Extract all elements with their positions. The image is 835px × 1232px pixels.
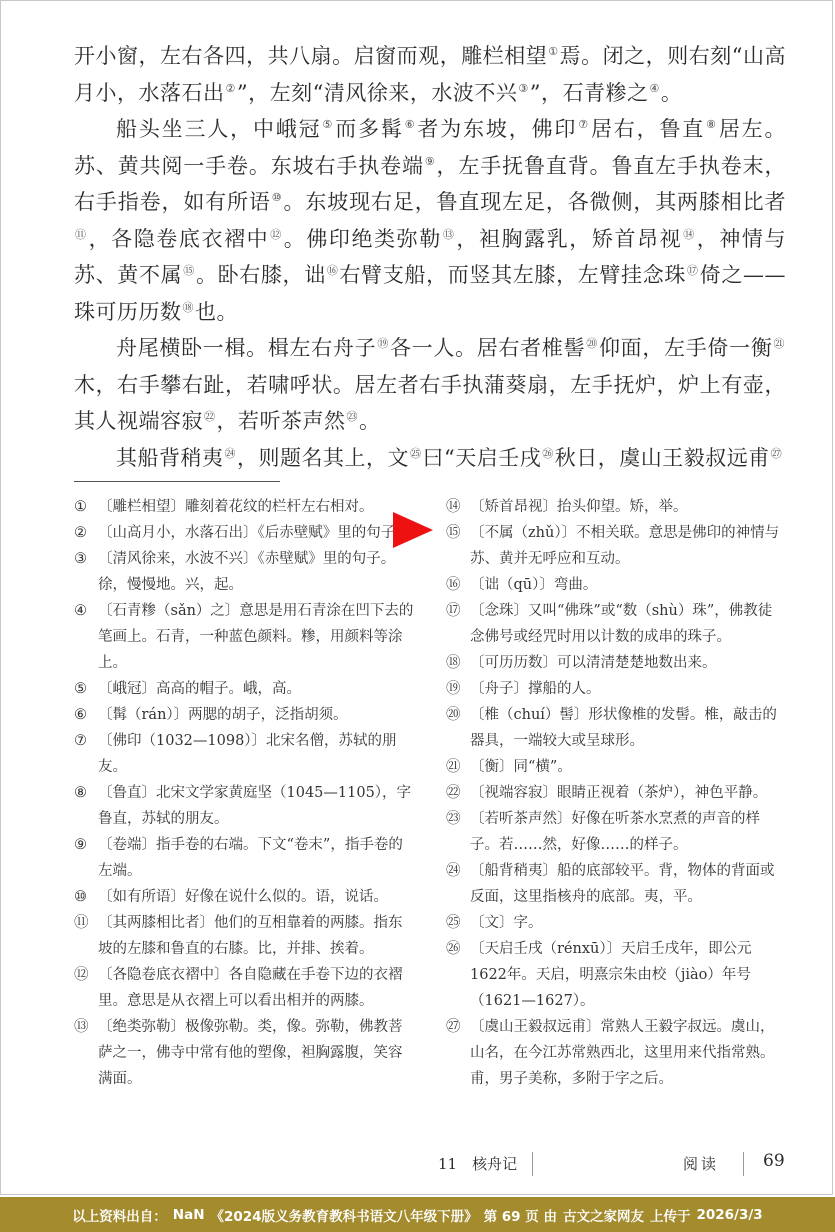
footnote-number: ⑧	[74, 785, 87, 801]
text-run: 各一人。居右者椎髻	[389, 336, 586, 360]
footnote-reference: ④	[649, 81, 660, 95]
text-run: 。	[359, 409, 381, 433]
footnote-reference: ㉗	[770, 446, 783, 460]
footnote-text: 〔矫首昂视〕抬头仰望。矫，举。	[470, 499, 688, 515]
source-uploader: 古文之家网友	[562, 1208, 644, 1225]
text-run: 秋日，虞山王毅叔远甫	[554, 445, 770, 470]
footnote-text: 〔清风徐来，水波不兴〕《赤壁赋》里的句子。徐，慢慢地。兴，起。	[98, 551, 396, 593]
footnote-text: 〔佛印（1032—1098）〕北宋名僧，苏轼的朋友。	[98, 733, 397, 775]
red-arrow-icon	[393, 512, 433, 548]
footnote-reference: ②	[225, 81, 236, 95]
source-date: 2026/3/3	[696, 1206, 763, 1223]
footnote-item	[446, 806, 786, 858]
text-run: ，袒胸露乳，矫首昂视	[455, 226, 683, 251]
source-book-title: 《2024版义务教育教科书语文八年级下册》	[210, 1208, 478, 1225]
footnote-number: ⑬	[74, 1019, 89, 1035]
text-paragraph	[74, 440, 786, 477]
footnote-item	[74, 494, 414, 520]
footnote-item	[446, 1014, 786, 1092]
footnote-reference: ⑰	[687, 264, 699, 277]
source-prefix: 以上资料出自：	[72, 1208, 167, 1225]
footnote-number: ㉔	[446, 863, 461, 879]
footnote-number: ③	[74, 551, 87, 567]
footnote-item	[74, 910, 414, 962]
footnote-text: 〔各隐卷底衣褶中〕各自隐藏在手卷下边的衣褶里。意思是从衣褶上可以看出相并的两膝。	[98, 967, 403, 1009]
footnote-reference: ⑨	[424, 154, 436, 168]
footnote-reference: ⑯	[326, 264, 339, 277]
text-run: 舟尾横卧一楫。楫左右舟子	[116, 336, 377, 360]
text-run: 开小窗，左右各四，共八扇。启窗而观，雕栏相望	[74, 44, 548, 68]
text-run: ，神情与苏、黄不属	[74, 226, 786, 287]
text-run: 。佛印绝类弥勒	[282, 226, 442, 251]
text-run: 。卧右膝，诎	[195, 263, 326, 287]
footnote-text: 〔椎（chuí）髻〕形状像椎的发髻。椎，敲击的器具，一端较大或呈球形。	[470, 707, 777, 749]
footnote-number: ②	[74, 525, 87, 541]
footnote-text: 〔雕栏相望〕雕刻着花纹的栏杆左右相对。	[98, 499, 374, 515]
footnote-number: ⑦	[74, 733, 87, 749]
footnote-item	[74, 1014, 414, 1092]
footnote-number: ㉖	[446, 941, 461, 957]
footnote-text: 〔峨冠〕高高的帽子。峨，高。	[98, 681, 301, 697]
footnote-number: ⑰	[446, 603, 461, 619]
footer-divider	[532, 1152, 533, 1176]
footnotes-left-column	[74, 494, 414, 1092]
footnote-number: ④	[74, 603, 87, 619]
text-run: 居左。苏、黄共阅一手卷。东坡右手执卷端	[74, 117, 787, 178]
footnote-number: ㉓	[446, 811, 461, 827]
footnote-reference: ③	[518, 81, 529, 95]
text-paragraph	[74, 330, 786, 440]
footnote-number: ㉑	[446, 759, 461, 775]
text-run: 其船背稍夷	[116, 445, 224, 470]
footnote-text: 〔不属（zhǔ）〕不相关联。意思是佛印的神情与苏、黄并无呼应和互动。	[470, 525, 780, 567]
footnote-number: ⑲	[446, 681, 461, 697]
footnote-item	[446, 702, 786, 754]
footnote-number: ㉒	[446, 785, 461, 801]
footnote-item	[74, 702, 414, 728]
footnote-number: ⑪	[74, 915, 89, 931]
footnote-reference: ⑲	[377, 337, 389, 350]
text-run: 右臂支船，而竖其左膝，左臂挂念珠	[339, 263, 687, 287]
footnote-item	[446, 572, 786, 598]
footnote-reference: ㉖	[542, 446, 554, 460]
footnote-reference: ㉔	[224, 446, 236, 460]
text-run: 而多髯	[333, 117, 404, 141]
footnote-number: ⑱	[446, 655, 461, 671]
text-run: 仰面，左手倚一衡	[598, 336, 773, 360]
footnote-item	[74, 884, 414, 910]
footnote-text: 〔可历历数〕可以清清楚楚地数出来。	[470, 655, 717, 671]
source-uploaded-label: 上传于	[649, 1208, 691, 1225]
text-run: 木，右手攀右趾，若啸呼状。居左者右手执蒲葵扇，左手抚炉，炉上有壶，其人视端容寂	[74, 372, 786, 433]
text-run: 。东坡现右足，鲁直现左足，各微侧，其两膝相比者	[283, 190, 787, 214]
footnote-item	[446, 676, 786, 702]
text-run: ，则题名其上，文	[237, 445, 409, 470]
footnote-item	[74, 520, 414, 546]
footnotes-right-column	[446, 494, 786, 1092]
text-run: ”，左刻“清风徐来，水波不兴	[236, 80, 518, 105]
footnote-reference: ㉕	[410, 446, 422, 460]
text-run: 也。	[195, 299, 238, 324]
footnote-item	[74, 780, 414, 832]
page-footer	[0, 1150, 835, 1176]
page-number: 69	[763, 1151, 785, 1171]
footnote-text: 〔诎（qū）〕弯曲。	[470, 577, 598, 593]
text-paragraph	[74, 111, 786, 330]
footnote-reference: ⑭	[683, 227, 695, 241]
footnote-number: ⑤	[74, 681, 87, 697]
footnote-item	[446, 598, 786, 650]
footnote-text: 〔绝类弥勒〕极像弥勒。类，像。弥勒，佛教菩萨之一，佛寺中常有他的塑像，袒胸露腹，笑容满面。	[98, 1019, 403, 1087]
footnote-item	[74, 546, 414, 598]
footnote-divider	[74, 481, 280, 482]
footer-divider	[743, 1152, 744, 1176]
footnote-item	[74, 676, 414, 702]
footnote-reference: ⑬	[442, 227, 455, 241]
footnote-reference: ㉓	[346, 410, 358, 423]
footnote-reference: ⑥	[404, 118, 416, 131]
footnote-reference: ⑤	[322, 118, 333, 131]
footnote-text: 〔衡〕同“横”。	[470, 759, 572, 775]
footnote-number: ㉗	[446, 1019, 461, 1035]
footnote-reference: ㉒	[204, 410, 216, 423]
footnote-reference: ⑳	[586, 337, 598, 350]
footnote-text: 〔若听茶声然〕好像在听茶水烹煮的声音的样子。若……然，好像……的样子。	[470, 811, 760, 853]
footnote-number: ⑳	[446, 707, 461, 723]
footnote-text: 〔山高月小，水落石出〕《后赤壁赋》里的句子。	[98, 525, 410, 541]
footnote-reference: ⑫	[270, 227, 282, 241]
footnote-item	[446, 780, 786, 806]
footnote-number: ⑯	[446, 577, 461, 593]
text-run: 船头坐三人，中峨冠	[116, 117, 322, 141]
footnote-text: 〔天启壬戌（rénxū）〕天启壬戌年，即公元1622年。天启，明熹宗朱由校（jiào）年号（1621—1627）。	[470, 941, 752, 1009]
footnote-number: ⑮	[446, 525, 461, 541]
footnote-reference: ㉑	[773, 337, 786, 350]
footnote-number: ⑩	[74, 889, 87, 905]
footnote-item	[446, 936, 786, 1014]
footnote-reference: ①	[548, 45, 559, 58]
footnote-number: ⑨	[74, 837, 87, 853]
footnote-text: 〔如有所语〕好像在说什么似的。语，说话。	[98, 889, 388, 905]
source-bar	[0, 1197, 835, 1232]
footnote-item	[446, 910, 786, 936]
footnote-number: ①	[74, 499, 87, 515]
source-page-label: 第 69 页 由	[483, 1208, 557, 1225]
main-text	[74, 38, 786, 476]
footnote-text: 〔鲁直〕北宋文学家黄庭坚（1045—1105），字鲁直，苏轼的朋友。	[98, 785, 412, 827]
footnote-item	[74, 728, 414, 780]
footnote-item	[74, 832, 414, 884]
footnote-text: 〔其两膝相比者〕他们的互相靠着的两膝。指东坡的左膝和鲁直的右膝。比，并排、挨着。	[98, 915, 403, 957]
text-run: ，各隐卷底衣褶中	[87, 226, 270, 251]
footer-section: 阅读	[683, 1155, 720, 1173]
footnote-number: ⑥	[74, 707, 87, 723]
text-paragraph	[74, 38, 786, 111]
text-run: 。	[660, 80, 683, 105]
footnote-reference: ⑱	[182, 300, 194, 314]
text-run: ”，石青糁之	[529, 80, 649, 105]
footnote-item	[446, 650, 786, 676]
footnote-number: ㉕	[446, 915, 461, 931]
footnote-text: 〔船背稍夷〕船的底部较平。背，物体的背面或反面，这里指核舟的底部。夷，平。	[470, 863, 775, 905]
footnote-item	[74, 598, 414, 676]
text-run: 者为东坡，佛印	[416, 117, 578, 141]
footnote-reference: ⑦	[578, 118, 589, 131]
footnote-reference: ⑪	[75, 227, 87, 241]
text-run: 焉。闭之，则右刻“山高月小，水落石出	[74, 44, 786, 105]
footnote-item	[446, 754, 786, 780]
footnote-text: 〔念珠〕又叫“佛珠”或“数（shù）珠”，佛教徒念佛号或经咒时用以计数的成串的珠子。	[470, 603, 773, 645]
footer-lesson-title: 11 核舟记	[438, 1155, 518, 1173]
footnote-text: 〔文〕字。	[470, 915, 543, 931]
text-run: 曰“天启壬戌	[422, 445, 542, 470]
footnote-text: 〔卷端〕指手卷的右端。下文“卷末”，指手卷的左端。	[98, 837, 403, 879]
footnote-text: 〔石青糁（sǎn）之〕意思是用石青涂在凹下去的笔画上。石青，一种蓝色颜料。糁，用颜料等涂上。	[98, 603, 414, 671]
footnote-item	[446, 858, 786, 910]
footnote-text: 〔髯（rán）〕两腮的胡子，泛指胡须。	[98, 707, 348, 723]
text-run: 居右，鲁直	[589, 117, 706, 141]
footnote-item	[74, 962, 414, 1014]
footnote-reference: ⑮	[183, 264, 195, 277]
footnote-text: 〔虞山王毅叔远甫〕常熟人王毅字叔远。虞山，山名，在今江苏常熟西北，这里用来代指常熟。甫，男子美称，多附于字之后。	[470, 1019, 775, 1087]
footnote-reference: ⑧	[706, 118, 717, 131]
text-run: ，若听茶声然	[216, 409, 346, 433]
footnote-number: ⑫	[74, 967, 89, 983]
source-name: NaN	[172, 1206, 205, 1223]
text-run: ，左手抚鲁直背。鲁直左手执卷末，右手指卷，如有所语	[74, 153, 786, 214]
footnote-item	[446, 494, 786, 520]
footnote-reference: ⑩	[271, 191, 283, 204]
footnote-item	[446, 520, 786, 572]
footnote-text: 〔舟子〕撑船的人。	[470, 681, 601, 697]
footnote-number: ⑭	[446, 499, 461, 515]
text-run: 倚之——珠可历历数	[74, 263, 786, 324]
footnote-text: 〔视端容寂〕眼睛正视着（茶炉），神色平静。	[470, 785, 768, 801]
